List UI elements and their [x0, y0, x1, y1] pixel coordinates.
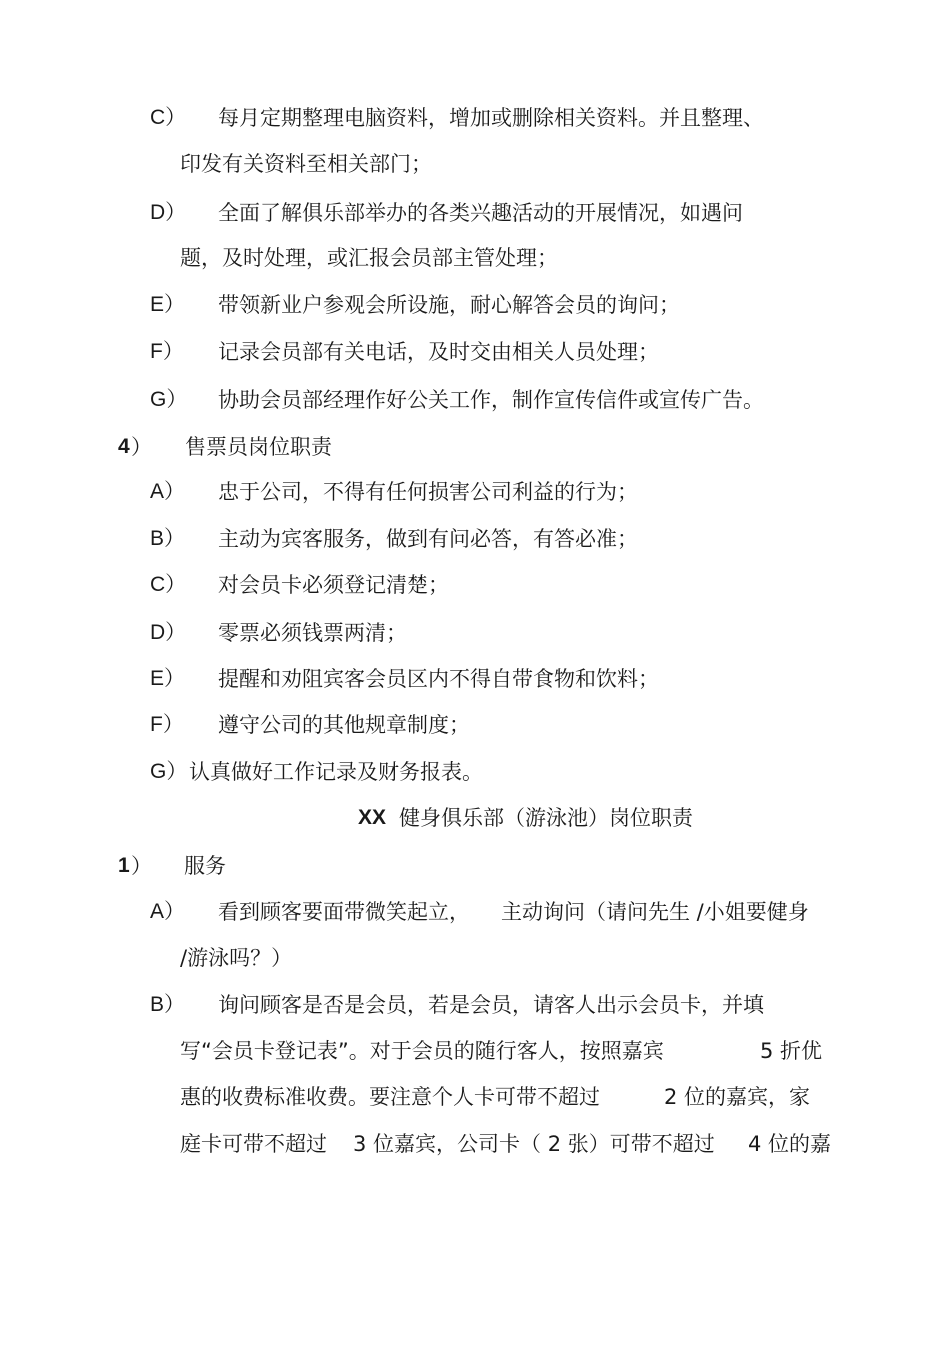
item-marker: A） — [150, 900, 186, 923]
item-marker: G） — [150, 388, 188, 411]
item-marker: F） — [150, 340, 184, 363]
item-marker: D） — [150, 201, 187, 224]
item-text: 记录会员部有关电话，及时交由相关人员处理； — [218, 340, 659, 364]
item-marker: B） — [150, 527, 186, 550]
heading-title: 健身俱乐部（游泳池）岗位职责 — [399, 806, 693, 830]
item-text: 全面了解俱乐部举办的各类兴趣活动的开展情况，如遇问 — [218, 201, 743, 225]
item-text: 认真做好工作记录及财务报表。 — [189, 760, 483, 784]
item-marker: B） — [150, 993, 186, 1016]
item-text-part: 主动询问（请问先生 /小姐要健身 — [501, 900, 809, 924]
item-marker: A） — [150, 480, 186, 503]
item-text-continued: /游泳吗？） — [180, 946, 293, 970]
heading-prefix: XX — [358, 806, 387, 829]
item-text: 询问顾客是否是会员，若是会员，请客人出示会员卡，并填 — [218, 993, 764, 1017]
item-marker: C） — [150, 106, 187, 129]
section-number: 4 — [118, 435, 130, 458]
item-text-part: 3 位嘉宾，公司卡（ 2 张）可带不超过 — [353, 1132, 715, 1156]
section-number: 1 — [118, 854, 130, 877]
section-paren: ） — [131, 435, 152, 459]
item-marker: D） — [150, 621, 187, 644]
item-marker: G） — [150, 760, 188, 783]
item-text-continued: 印发有关资料至相关部门； — [180, 152, 432, 176]
item-text-part: 5 折优 — [760, 1039, 823, 1063]
item-text: 零票必须钱票两清； — [218, 621, 407, 645]
item-text: 每月定期整理电脑资料，增加或删除相关资料。并且整理、 — [218, 106, 764, 130]
item-text-continued: 惠的收费标准收费。要注意个人卡可带不超过 — [180, 1085, 600, 1109]
item-text: 对会员卡必须登记清楚； — [218, 573, 449, 597]
item-text-part: 4 位的嘉 — [748, 1132, 832, 1156]
item-text: 协助会员部经理作好公关工作，制作宣传信件或宣传广告。 — [218, 388, 764, 412]
item-text: 忠于公司，不得有任何损害公司利益的行为； — [218, 480, 638, 504]
item-text: 带领新业户参观会所设施，耐心解答会员的询问； — [218, 293, 680, 317]
section-title: 售票员岗位职责 — [185, 435, 332, 459]
item-text: 提醒和劝阻宾客会员区内不得自带食物和饮料； — [218, 667, 659, 691]
item-marker: E） — [150, 293, 186, 316]
item-text-continued: 题，及时处理，或汇报会员部主管处理； — [180, 246, 558, 270]
section-paren: ） — [131, 854, 152, 878]
item-text: 遵守公司的其他规章制度； — [218, 713, 470, 737]
item-text: 主动为宾客服务，做到有问必答，有答必准； — [218, 527, 638, 551]
item-marker: E） — [150, 667, 186, 690]
item-marker: C） — [150, 573, 187, 596]
section-title: 服务 — [184, 854, 226, 878]
item-text: 看到顾客要面带微笑起立， — [218, 900, 470, 924]
item-text-part: 2 位的嘉宾，家 — [664, 1085, 811, 1109]
item-text-continued: 写“会员卡登记表”。对于会员的随行客人，按照嘉宾 — [180, 1039, 664, 1063]
item-marker: F） — [150, 713, 184, 736]
item-text-continued: 庭卡可带不超过 — [180, 1132, 327, 1156]
